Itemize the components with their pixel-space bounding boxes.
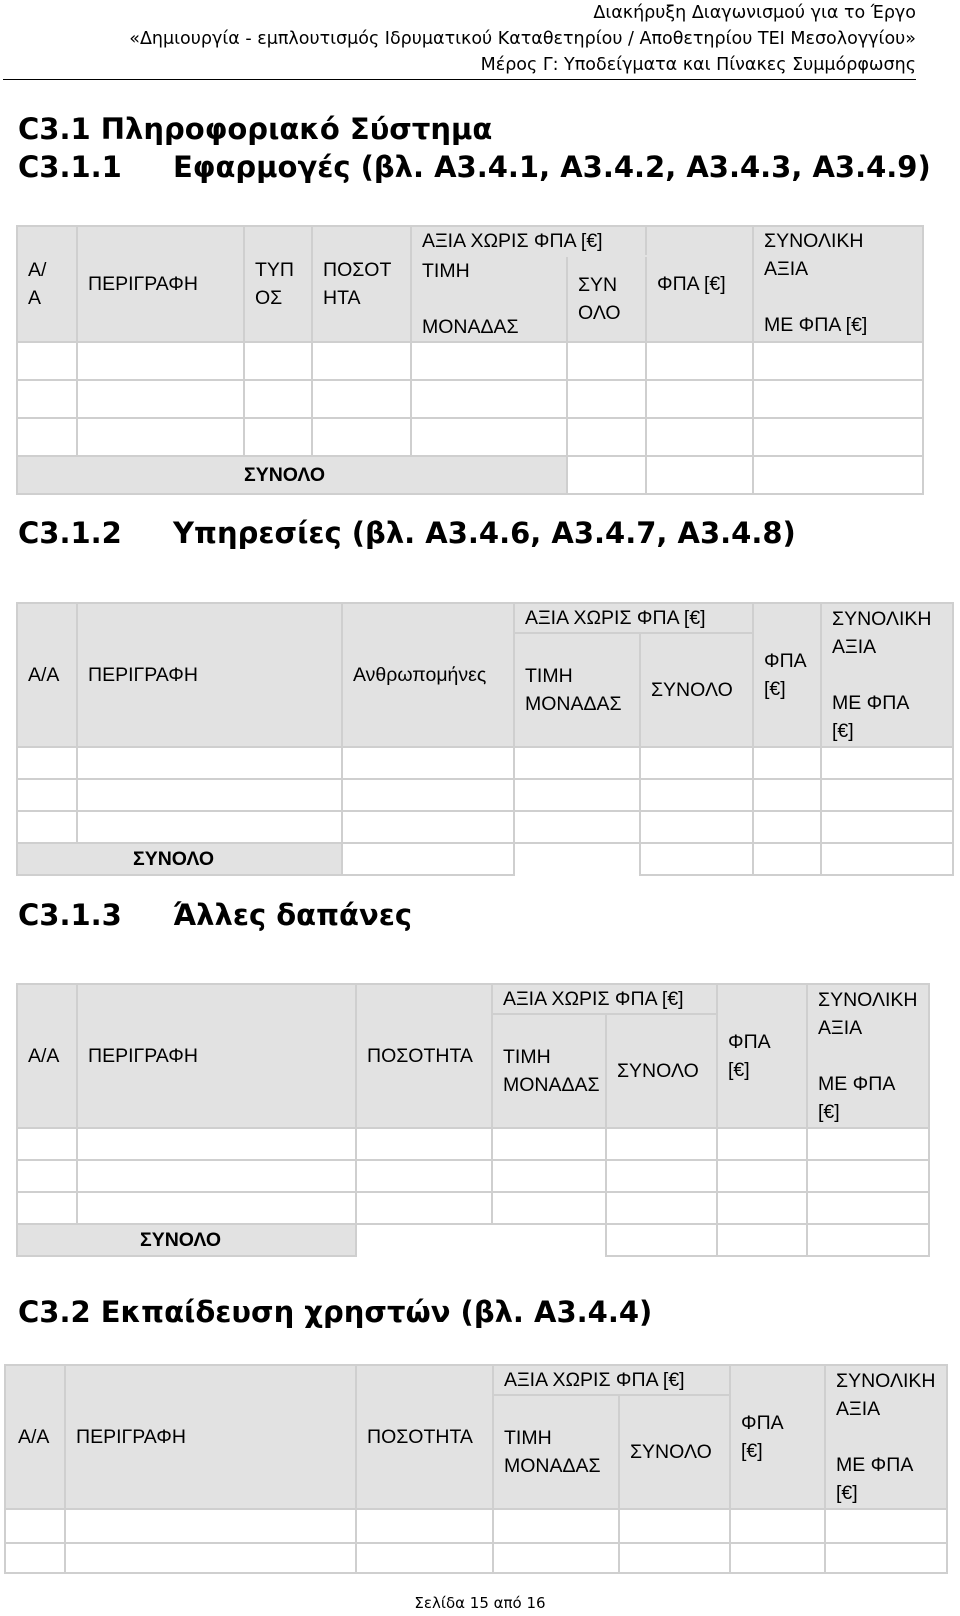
col-unit-price: ΤΙΜΗ ΜΟΝΑΔΑΣ: [514, 633, 640, 747]
table-row: [17, 418, 923, 456]
header-line-1: Διακήρυξη Διαγωνισμού για το Έργο: [593, 3, 916, 23]
table-row: [17, 380, 923, 418]
heading-c312-title: Υπηρεσίες (βλ. Α3.4.6, Α3.4.7, Α3.4.8): [173, 516, 796, 550]
table-applications: [16, 225, 924, 495]
table-other-expenses: [16, 983, 930, 1257]
col-description: ΠΕΡΙΓΡΑΦΗ: [77, 226, 244, 342]
heading-c32: C3.2 Εκπαίδευση χρηστών (βλ. Α3.4.4): [18, 1295, 653, 1329]
table-row: [17, 811, 953, 843]
col-value-no-vat: ΑΞΙΑ ΧΩΡΙΣ ΦΠΑ [€]: [492, 984, 717, 1014]
total-label: ΣΥΝΟΛΟ: [17, 1224, 356, 1256]
col-aa: Α/Α: [5, 1365, 65, 1509]
heading-c313-number: C3.1.3: [18, 898, 122, 932]
col-vat: ΦΠΑ [€]: [753, 603, 821, 747]
heading-c312-number: C3.1.2: [18, 516, 122, 550]
col-total-with-vat: ΣΥΝΟΛΙΚΗ ΑΞΙΑ ΜΕ ΦΠΑ [€]: [825, 1365, 947, 1509]
col-unit-price: ΤΙΜΗ ΜΟΝΑΔΑΣ: [492, 1014, 606, 1128]
page-number: Σελίδα 15 από 16: [414, 1594, 546, 1612]
col-description: ΠΕΡΙΓΡΑΦΗ: [77, 603, 342, 747]
col-quantity: ΠΟΣΟΤΗΤΑ: [356, 984, 492, 1128]
col-aa: Α/ Α: [17, 226, 77, 342]
col-value-no-vat: ΑΞΙΑ ΧΩΡΙΣ ΦΠΑ [€]: [493, 1365, 730, 1395]
header-divider: [3, 79, 916, 80]
table-row: [17, 1128, 929, 1160]
col-quantity: ΠΟΣΟΤ ΗΤΑ: [312, 226, 411, 342]
heading-c313-title: Άλλες δαπάνες: [173, 898, 413, 932]
table-row: [5, 1509, 947, 1543]
total-row: [17, 456, 923, 494]
total-row: [17, 843, 953, 875]
col-total-with-vat: ΣΥΝΟΛΙΚΗ ΑΞΙΑ ΜΕ ΦΠΑ [€]: [807, 984, 929, 1128]
col-type: ΤΥΠ ΟΣ: [244, 226, 312, 342]
col-vat: ΦΠΑ [€]: [730, 1365, 825, 1509]
total-label: ΣΥΝΟΛΟ: [17, 843, 342, 875]
col-value-no-vat: ΑΞΙΑ ΧΩΡΙΣ ΦΠΑ [€]: [514, 603, 753, 633]
total-label: ΣΥΝΟΛΟ: [17, 456, 567, 494]
table-row: [17, 779, 953, 811]
heading-c311-number: C3.1.1: [18, 150, 122, 184]
table-services: [16, 602, 954, 876]
col-sum: ΣΥΝ ΟΛΟ: [567, 256, 646, 342]
total-row: [17, 1224, 929, 1256]
header-line-3: Μέρος Γ: Υποδείγματα και Πίνακες Συμμόρφωσης: [480, 55, 916, 75]
table-row: [5, 1543, 947, 1573]
heading-c311-title: Εφαρμογές (βλ. Α3.4.1, Α3.4.2, Α3.4.3, Α3.4.9): [173, 150, 931, 184]
col-sum: ΣΥΝΟΛΟ: [606, 1014, 717, 1128]
heading-c311: [18, 150, 931, 184]
col-aa: Α/Α: [17, 603, 77, 747]
col-total-with-vat: ΣΥΝΟΛΙΚΗ ΑΞΙΑ ΜΕ ΦΠΑ [€]: [753, 226, 923, 342]
table-row: [17, 747, 953, 779]
col-description: ΠΕΡΙΓΡΑΦΗ: [77, 984, 356, 1128]
col-description: ΠΕΡΙΓΡΑΦΗ: [65, 1365, 356, 1509]
heading-c313: [18, 898, 412, 932]
col-quantity: ΠΟΣΟΤΗΤΑ: [356, 1365, 493, 1509]
col-sum: ΣΥΝΟΛΟ: [619, 1395, 730, 1509]
table-user-training: [4, 1364, 948, 1574]
table-row: [17, 1192, 929, 1224]
table-row: [17, 1160, 929, 1192]
table-row: [17, 342, 923, 380]
page-header: [36, 0, 916, 78]
heading-c31: C3.1 Πληροφοριακό Σύστημα: [18, 112, 493, 146]
col-vat: ΦΠΑ [€]: [646, 226, 753, 342]
col-aa: Α/Α: [17, 984, 77, 1128]
col-sum: ΣΥΝΟΛΟ: [640, 633, 753, 747]
col-value-no-vat: ΑΞΙΑ ΧΩΡΙΣ ΦΠΑ [€]: [411, 226, 646, 256]
col-unit-price: ΤΙΜΗ ΜΟΝΑΔΑΣ: [411, 256, 567, 342]
header-line-2: «Δημιουργία - εμπλουτισμός Ιδρυματικού Καταθετηρίου / Αποθετηρίου ΤΕΙ Μεσολογγίου»: [129, 29, 916, 49]
col-person-months: Ανθρωπομήνες: [342, 603, 514, 747]
col-vat: ΦΠΑ [€]: [717, 984, 807, 1128]
heading-c312: [18, 516, 796, 550]
col-unit-price: ΤΙΜΗ ΜΟΝΑΔΑΣ: [493, 1395, 619, 1509]
col-total-with-vat: ΣΥΝΟΛΙΚΗ ΑΞΙΑ ΜΕ ΦΠΑ [€]: [821, 603, 953, 747]
